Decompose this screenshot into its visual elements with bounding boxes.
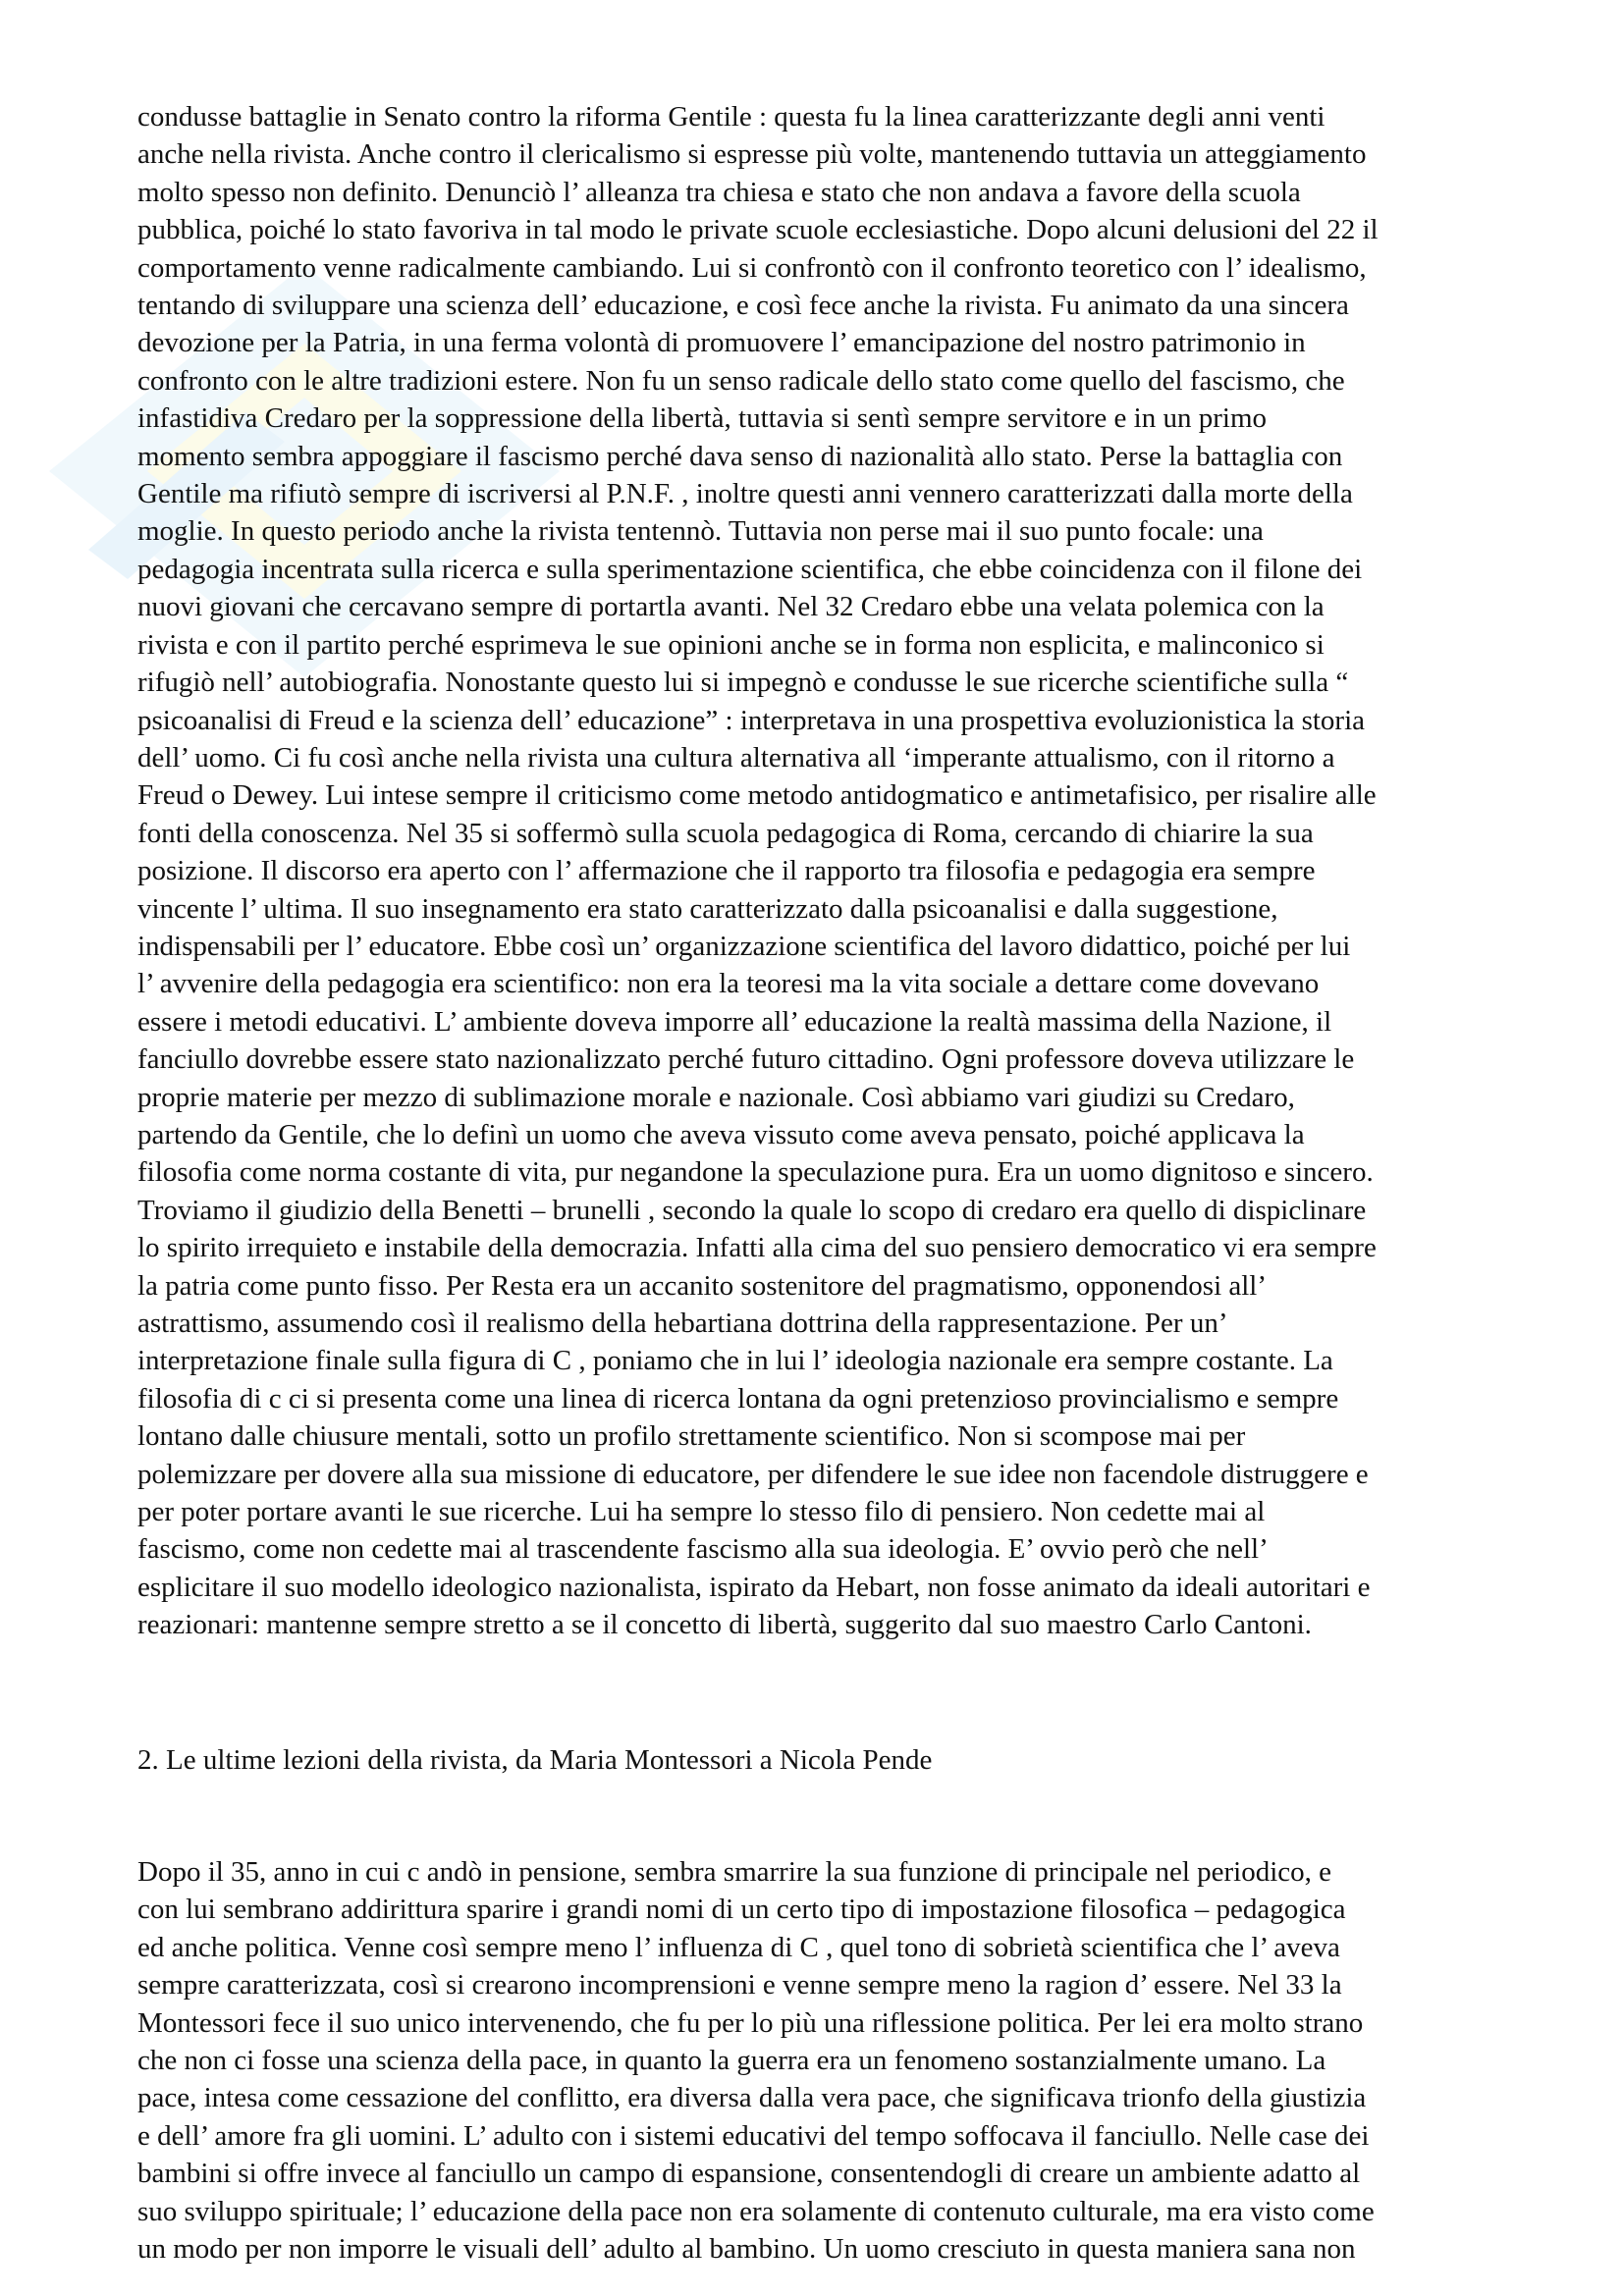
text-line: sempre caratterizzata, così si crearono incomprensioni e venne sempre meno la ragion d’ essere. Nel 33 la: [137, 1969, 1342, 2002]
section-heading: [137, 1741, 1532, 1779]
text-line: fascismo, come non cedette mai al trascendente fascismo alla sua ideologia. E’ ovvio però che nell’: [137, 1533, 1269, 1566]
text-line: che non ci fosse una scienza della pace, in quanto la guerra era un fenomeno sostanzialmente umano. La: [137, 2045, 1326, 2077]
text-line: e dell’ amore fra gli uomini. L’ adulto con i sistemi educativi del tempo soffocava il fanciullo. Nelle case dei: [137, 2119, 1370, 2152]
text-line: un modo per non imporre le visuali dell’ adulto al bambino. Un uomo cresciuto in questa maniera sana non: [137, 2233, 1356, 2266]
text-line: suo sviluppo spirituale; l’ educazione della pace non era solamente di contenuto culturale, ma era visto come: [137, 2195, 1375, 2227]
text-line: tentando di sviluppare una scienza dell’ educazione, e così fece anche la rivista. Fu animato da una sincera: [137, 290, 1349, 322]
text-line: anche nella rivista. Anche contro il clericalismo si espresse più volte, mantenendo tuttavia un atteggiamento: [137, 138, 1367, 171]
text-line: nuovi giovani che cercavano sempre di portartla avanti. Nel 32 Credaro ebbe una velata polemica con la: [137, 591, 1325, 623]
text-line: interpretazione finale sulla figura di C , poniamo che in lui l’ ideologia nazionale era sempre costante. La: [137, 1345, 1333, 1377]
text-line: con lui sembrano addirittura sparire i grandi nomi di un certo tipo di impostazione filosofica – pedagogica: [137, 1894, 1346, 1926]
text-line: Dopo il 35, anno in cui c andò in pensione, sembra smarrire la sua funzione di principale nel periodico, e: [137, 1856, 1332, 1888]
text-line: dell’ uomo. Ci fu così anche nella rivista una cultura alternativa all ‘imperante attualismo, con il ritorno a: [137, 741, 1335, 774]
text-line: partendo da Gentile, che lo definì un uomo che aveva vissuto come aveva pensato, poiché applicava la: [137, 1118, 1305, 1150]
text-line: rifugiò nell’ autobiografia. Nonostante questo lui si impegnò e condusse le sue ricerche scientifiche sulla “: [137, 667, 1349, 699]
text-line: proprie materie per mezzo di sublimazione morale e nazionale. Così abbiamo vari giudizi su Credaro,: [137, 1081, 1295, 1113]
text-line: posizione. Il discorso era aperto con l’ affermazione che il rapporto tra filosofia e pedagogia era sempre: [137, 855, 1316, 887]
text-line: bambini si offre invece al fanciullo un campo di espansione, consentendogli di creare un ambiente adatto al: [137, 2158, 1361, 2190]
text-line: l’ avvenire della pedagogia era scientifico: non era la teoresi ma la vita sociale a dettare come dovevano: [137, 968, 1320, 1000]
text-line: per poter portare avanti le sue ricerche. Lui ha sempre lo stesso filo di pensiero. Non cedette mai al: [137, 1496, 1266, 1528]
text-line: polemizzare per dovere alla sua missione di educatore, per difendere le sue idee non facendole distruggere e: [137, 1458, 1369, 1490]
text-line: Montessori fece il suo unico intervenendo, che fu per lo più una riflessione politica. Per lei era molto strano: [137, 2006, 1364, 2039]
section-heading-text: 2. Le ultime lezioni della rivista, da Maria Montessori a Nicola Pende: [137, 1744, 933, 1776]
text-line: filosofia come norma costante di vita, pur negandone la speculazione pura. Era un uomo dignitoso e sincero.: [137, 1156, 1374, 1189]
text-line: devozione per la Patria, in una ferma volontà di promuovere l’ emancipazione del nostro patrimonio in: [137, 327, 1306, 359]
text-line: la patria come punto fisso. Per Resta era un accanito sostenitore del pragmatismo, opponendosi all’: [137, 1269, 1268, 1302]
text-line: vincente l’ ultima. Il suo insegnamento era stato caratterizzato dalla psicoanalisi e dalla suggestione,: [137, 892, 1278, 925]
text-line: fanciullo dovrebbe essere stato nazionalizzato perché futuro cittadino. Ogni professore doveva utilizzare le: [137, 1043, 1355, 1076]
text-line: psicoanalisi di Freud e la scienza dell’ educazione” : interpretava in una prospettiva evoluzionistica la storia: [137, 704, 1366, 736]
text-line: condusse battaglie in Senato contro la riforma Gentile : questa fu la linea caratterizzante degli anni venti: [137, 101, 1325, 133]
text-line: Freud o Dewey. Lui intese sempre il criticismo come metodo antidogmatico e antimetafisico, per risalire alle: [137, 779, 1377, 812]
text-line: lontano dalle chiusure mentali, sotto un profilo strettamente scientifico. Non si scompose mai per: [137, 1420, 1246, 1453]
text-line: Gentile ma rifiutò sempre di iscriversi al P.N.F. , inoltre questi anni vennero caratterizzati dalla morte della: [137, 478, 1353, 510]
text-line: pace, intesa come cessazione del conflitto, era diversa dalla vera pace, che significava trionfo della giustizia: [137, 2082, 1367, 2114]
text-line: momento sembra appoggiare il fascismo perché dava senso di nazionalità allo stato. Perse la battaglia con: [137, 440, 1343, 472]
text-line: essere i metodi educativi. L’ ambiente doveva imporre all’ educazione la realtà massima della Nazione, il: [137, 1005, 1332, 1038]
text-line: reazionari: mantenne sempre stretto a se il concetto di libertà, suggerito dal suo maestro Carlo Cantoni.: [137, 1609, 1312, 1641]
body-paragraph-1: [137, 98, 1532, 1644]
text-line: pubblica, poiché lo stato favoriva in tal modo le private scuole ecclesiastiche. Dopo alcuni delusioni del 22 il: [137, 214, 1379, 246]
body-paragraph-2: [137, 1853, 1532, 2268]
text-line: pedagogia incentrata sulla ricerca e sulla sperimentazione scientifica, che ebbe coincidenza con il filone dei: [137, 553, 1363, 585]
text-line: astrattismo, assumendo così il realismo della hebartiana dottrina della rappresentazione. Per un’: [137, 1308, 1228, 1339]
text-line: comportamento venne radicalmente cambiando. Lui si confrontò con il confronto teoretico con l’ idealismo,: [137, 251, 1367, 284]
text-line: rivista e con il partito perché esprimeva le sue opinioni anche se in forma non esplicita, e malinconico si: [137, 628, 1325, 661]
text-line: esplicitare il suo modello ideologico nazionalista, ispirato da Hebart, non fosse animato da ideali autoritari e: [137, 1571, 1371, 1603]
text-line: infastidiva Credaro per la soppressione della libertà, tuttavia si sentì sempre servitore e in un primo: [137, 402, 1268, 435]
text-line: moglie. In questo periodo anche la rivista tentennò. Tuttavia non perse mai il suo punto focale: una: [137, 515, 1264, 548]
text-line: confronto con le altre tradizioni estere. Non fu un senso radicale dello stato come quello del fascismo, che: [137, 364, 1345, 397]
text-line: lo spirito irrequieto e instabile della democrazia. Infatti alla cima del suo pensiero democratico vi era sempre: [137, 1232, 1377, 1264]
text-line: fonti della conoscenza. Nel 35 si soffermò sulla scuola pedagogica di Roma, cercando di chiarire la sua: [137, 817, 1314, 849]
text-line: molto spesso non definito. Denunciò l’ alleanza tra chiesa e stato che non andava a favore della scuola: [137, 176, 1301, 208]
text-line: Troviamo il giudizio della Benetti – brunelli , secondo la quale lo scopo di credaro era quello di dispiclinare: [137, 1194, 1367, 1226]
text-line: filosofia di c ci si presenta come una linea di ricerca lontana da ogni pretenzioso provincialismo e sempre: [137, 1382, 1339, 1415]
text-line: ed anche politica. Venne così sempre meno l’ influenza di C , quel tono di sobrietà scientifica che l’ aveva: [137, 1931, 1340, 1963]
text-line: indispensabili per l’ educatore. Ebbe così un’ organizzazione scientifica del lavoro didattico, poiché per lui: [137, 930, 1351, 962]
